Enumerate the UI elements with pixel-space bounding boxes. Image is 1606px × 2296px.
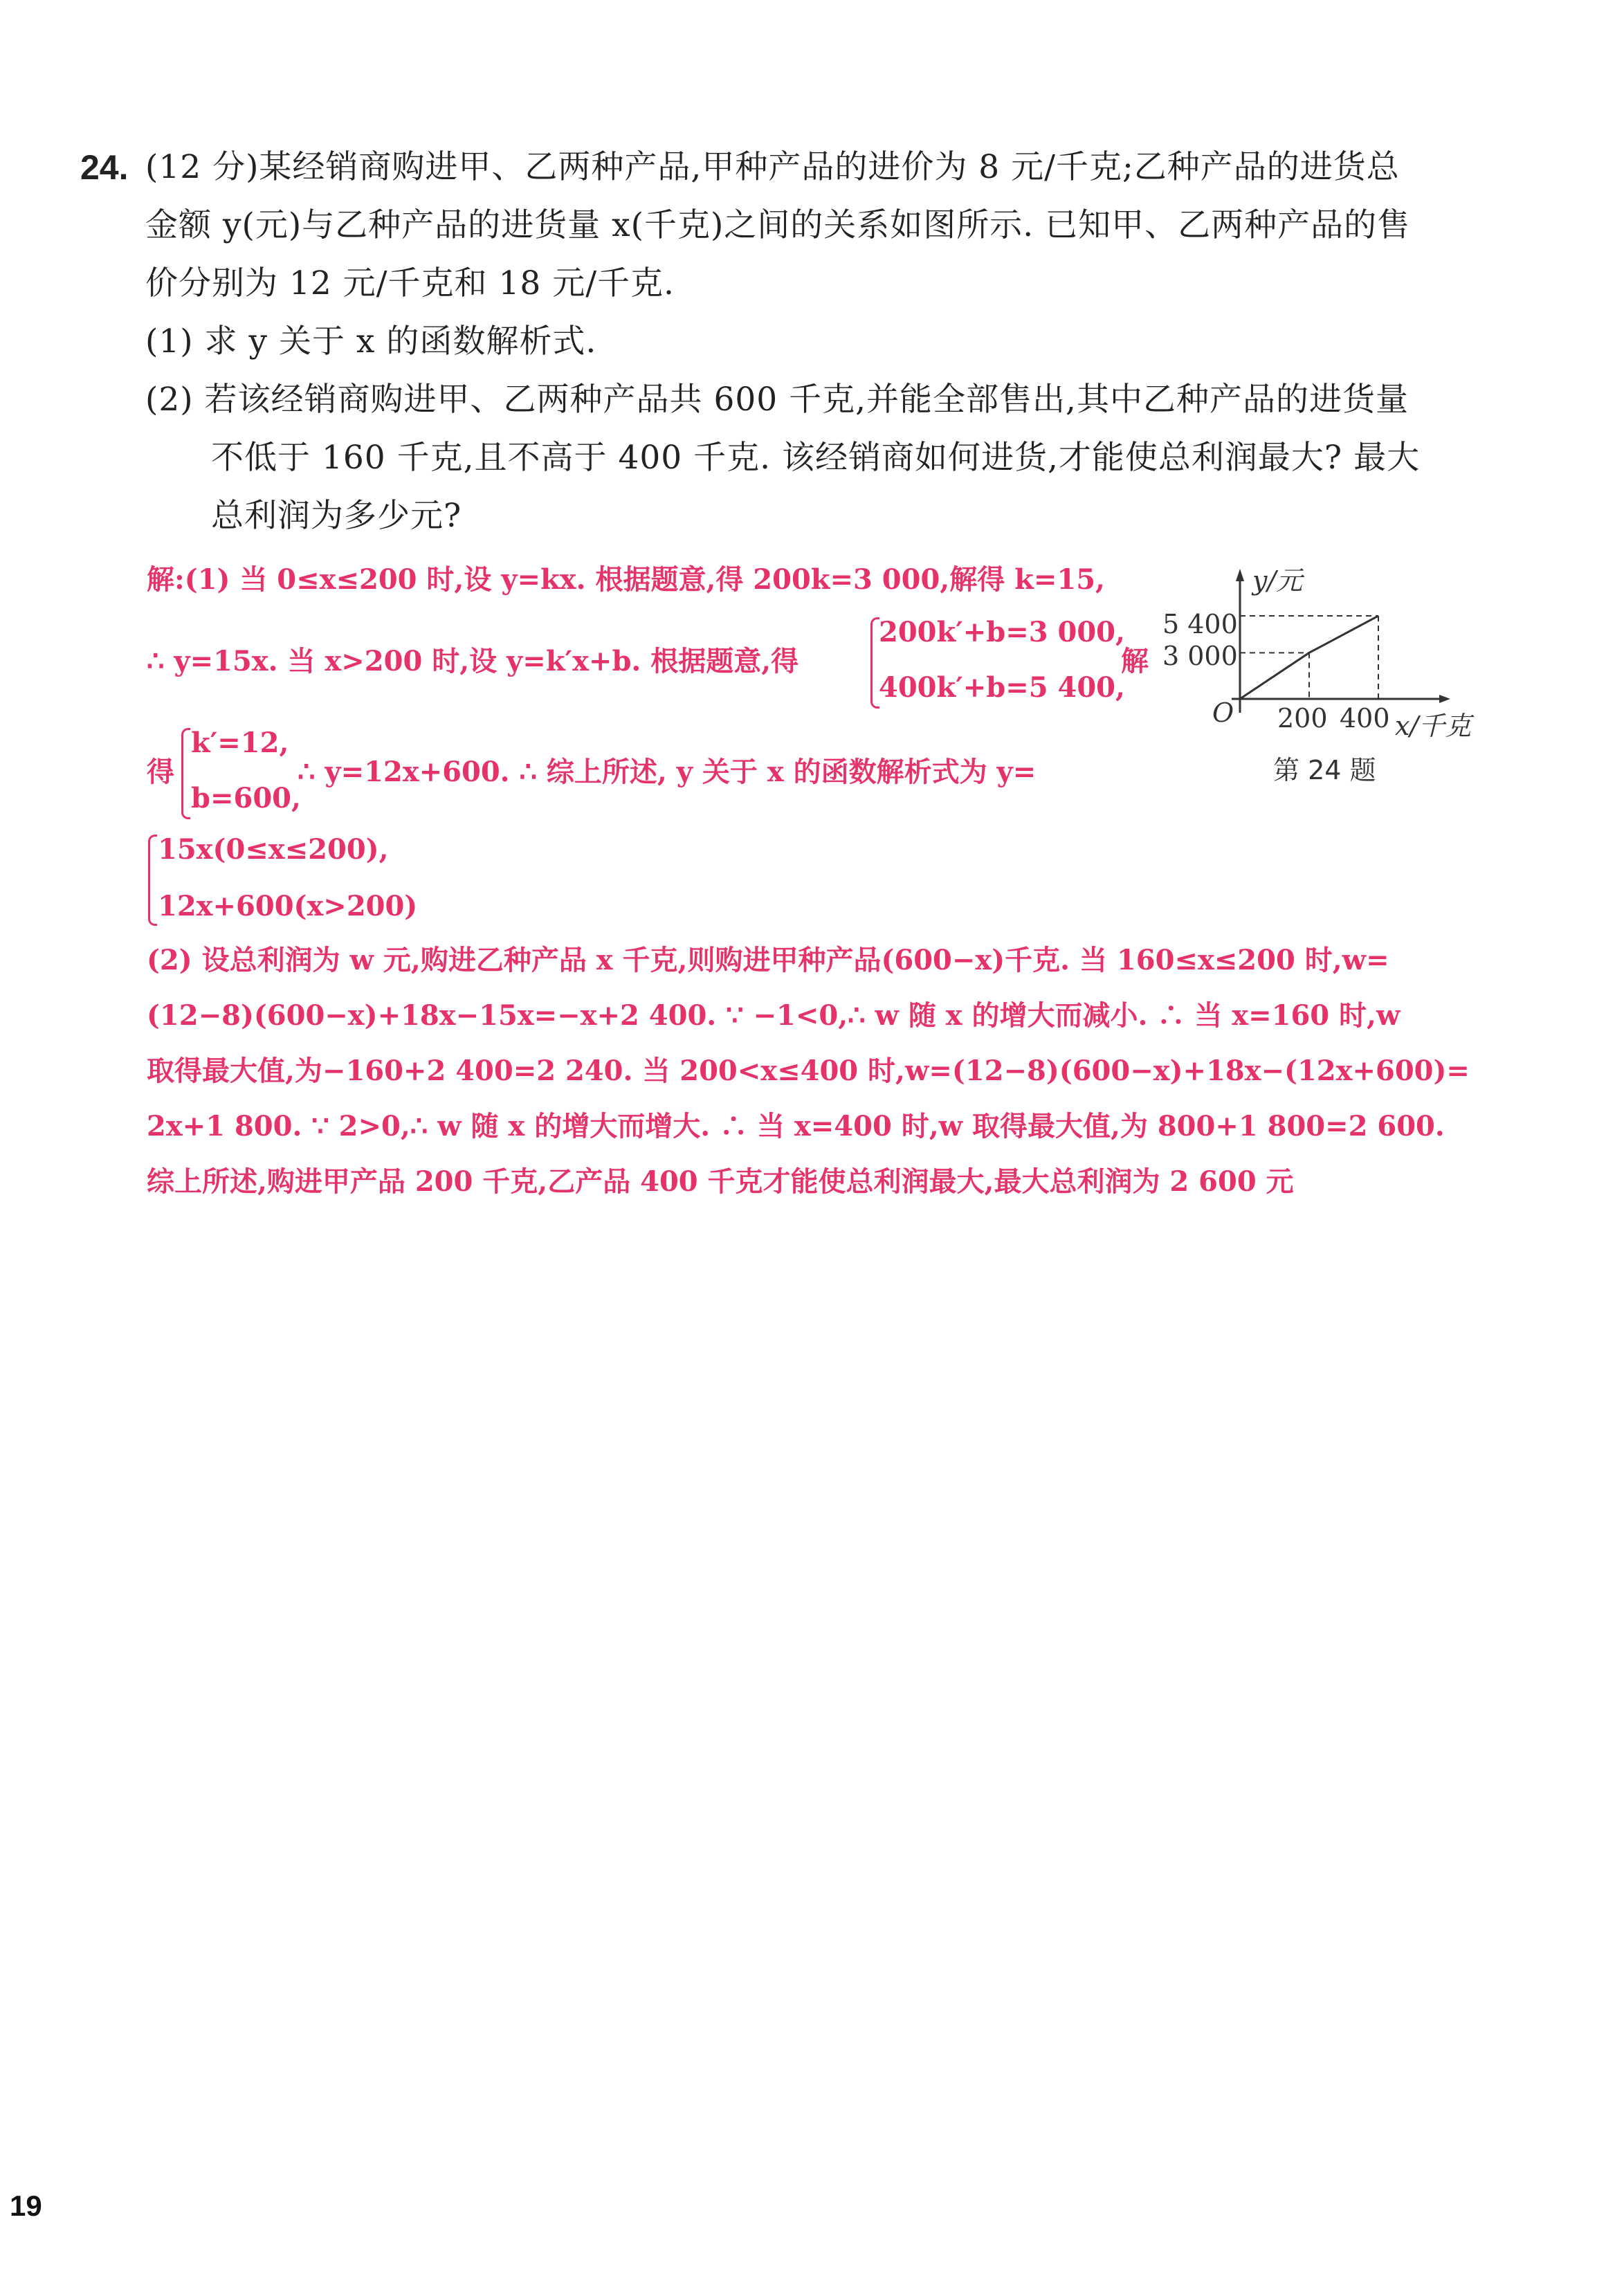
piecewise-1: 15x(0≤x≤200), (158, 833, 389, 866)
part2-line-2: (12−8)(600−x)+18x−15x=−x+2 400. ∵ −1<0,∴ w 随 x 的增大而减小. ∴ 当 x=160 时,w (147, 999, 1400, 1032)
page-number: 19 (10, 2189, 42, 2222)
question-line-2: 金额 y(元)与乙种产品的进货量 x(千克)之间的关系如图所示. 已知甲、乙两种产品的售 (145, 206, 1411, 244)
system-1-eq-1: 200k′+b=3 000, (879, 616, 1125, 648)
question-part-2-cont: 不低于 160 千克,且不高于 400 千克. 该经销商如何进货,才能使总利润最大? 最大 (211, 439, 1421, 477)
x-axis (1232, 695, 1450, 703)
origin-label: O (1212, 698, 1234, 728)
equation-brace-2 (181, 728, 190, 819)
part2-line-4: 2x+1 800. ∵ 2>0,∴ w 随 x 的增大而增大. ∴ 当 x=400 时,w 取得最大值,为 800+1 800=2 600. (147, 1110, 1445, 1142)
question-line-1: (12 分)某经销商购进甲、乙两种产品,甲种产品的进价为 8 元/千克;乙种产品的进货总 (145, 148, 1400, 186)
y-axis-label: y/元 (1252, 565, 1303, 596)
x-axis-label: x/千克 (1395, 711, 1472, 741)
y-tick-5400: 5 400 (1162, 609, 1238, 639)
answer-jie: 解 (1121, 645, 1149, 677)
answer-line-3: ∴ y=12x+600. ∴ 综上所述, y 关于 x 的函数解析式为 y= (298, 756, 1037, 788)
y-tick-3000: 3 000 (1162, 641, 1238, 671)
question-number: 24. (80, 148, 129, 187)
figure-caption: 第 24 题 (1273, 755, 1376, 785)
question-line-3: 价分别为 12 元/千克和 18 元/千克. (145, 264, 675, 302)
part2-line-1: (2) 设总利润为 w 元,购进乙种产品 x 千克,则购进甲种产品(600−x)千克. 当 160≤x≤200 时,w= (147, 944, 1389, 976)
question-part-2-end: 总利润为多少元? (211, 497, 462, 535)
question-part-2: (2) 若该经销商购进甲、乙两种产品共 600 千克,并能全部售出,其中乙种产品的进货量 (145, 381, 1409, 419)
system-1-eq-2: 400k′+b=5 400, (879, 671, 1125, 704)
piecewise-2: 12x+600(x>200) (158, 890, 418, 922)
x-tick-200: 200 (1277, 703, 1328, 734)
question-part-1: (1) 求 y 关于 x 的函数解析式. (145, 322, 597, 361)
x-tick-400: 400 (1340, 703, 1390, 734)
answer-line-2: ∴ y=15x. 当 x>200 时,设 y=k′x+b. 根据题意,得 (147, 645, 799, 677)
answer-line-1: 解:(1) 当 0≤x≤200 时,设 y=kx. 根据题意,得 200k=3 000,解得 k=15, (147, 563, 1105, 596)
part2-line-5: 综上所述,购进甲产品 200 千克,乙产品 400 千克才能使总利润最大,最大总利润为 2 600 元 (147, 1165, 1294, 1198)
system-2-eq-2: b=600, (191, 782, 301, 814)
answer-de: 得 (147, 756, 174, 788)
system-2-eq-1: k′=12, (191, 727, 289, 759)
equation-brace-3 (148, 835, 157, 926)
part2-line-3: 取得最大值,为−160+2 400=2 240. 当 200<x≤400 时,w=(12−8)(600−x)+18x−(12x+600)= (147, 1055, 1470, 1087)
